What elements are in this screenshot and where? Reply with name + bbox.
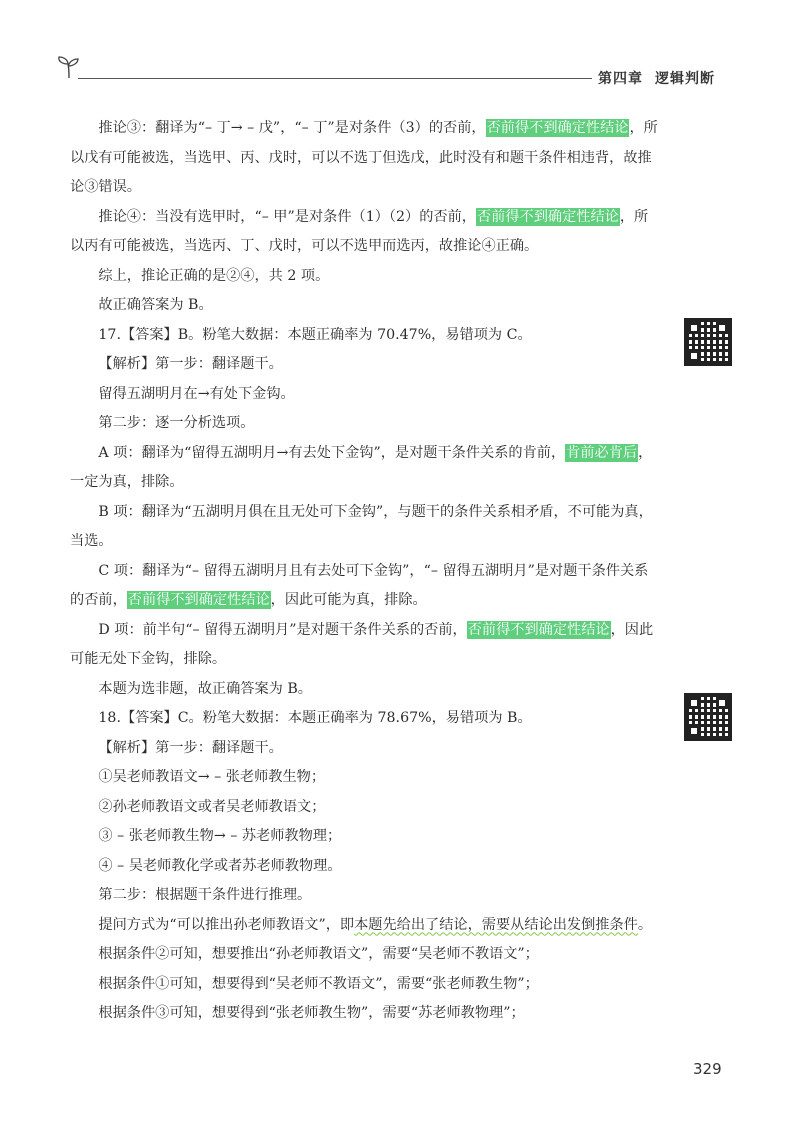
paragraph bbox=[70, 616, 660, 675]
paragraph bbox=[70, 380, 660, 410]
text-run: 第二步：逐一分析选项。 bbox=[98, 415, 255, 431]
paragraph bbox=[70, 911, 660, 941]
text-run: 根据条件①可知，想要得到“吴老师不教语文”，需要“张老师教生物”； bbox=[98, 975, 539, 992]
text-run: ，因此可能无处下金钩，排除。 bbox=[70, 621, 654, 667]
paragraph bbox=[70, 704, 660, 734]
text-run: 第二步：根据题干条件进行推理。 bbox=[98, 887, 312, 903]
sprout-icon bbox=[56, 54, 82, 80]
paragraph bbox=[70, 321, 660, 351]
text-run: 18.【答案】C。粉笔大数据：本题正确率为 78.67%，易错项为 B。 bbox=[98, 710, 532, 726]
highlighted-text: 否前得不到确定性结论 bbox=[467, 621, 610, 638]
text-run: A 项：翻译为“留得五湖明月→有去处下金钩”，是对题干条件关系的肯前， bbox=[98, 444, 566, 461]
text-run: B 项：翻译为“五湖明月俱在且无处可下金钩”，与题干的条件关系相矛盾，不可能为真，当选。 bbox=[70, 503, 653, 549]
text-run: 17.【答案】B。粉笔大数据：本题正确率为 70.47%，易错项为 C。 bbox=[98, 326, 532, 343]
text-run: 根据条件②可知，想要推出“孙老师教语文”，需要“吴老师不教语文”； bbox=[98, 946, 539, 962]
text-run: ，一定为真，排除。 bbox=[70, 444, 653, 490]
page-number: 329 bbox=[693, 1060, 722, 1078]
paragraph bbox=[70, 409, 660, 439]
paragraph bbox=[70, 350, 660, 380]
text-run: 根据条件③可知，想要得到“张老师教生物”，需要“苏老师教物理”； bbox=[98, 1005, 525, 1021]
underlined-text: 本题先给出了结论，需要从结论出发倒推条件 bbox=[354, 916, 638, 933]
paragraph bbox=[70, 852, 660, 882]
paragraph bbox=[70, 675, 660, 705]
paragraph bbox=[70, 999, 660, 1029]
text-run: ①吴老师教语文→ – 张老师教生物； bbox=[98, 769, 326, 785]
paragraph bbox=[70, 262, 660, 292]
text-run: ③ – 张老师教生物→ – 苏老师教物理； bbox=[98, 828, 342, 844]
text-run: 本题为选非题，故正确答案为 B。 bbox=[98, 680, 312, 697]
header-rule bbox=[78, 78, 592, 79]
text-run: 【解析】第一步：翻译题干。 bbox=[98, 739, 283, 756]
paragraph bbox=[70, 822, 660, 852]
paragraph bbox=[70, 114, 660, 203]
page-header bbox=[0, 0, 800, 100]
qr-code-icon[interactable] bbox=[684, 318, 732, 366]
highlighted-text: 否前得不到确定性结论 bbox=[127, 592, 270, 608]
text-run: C 项：翻译为“– 留得五湖明月且有去处可下金钩”，“– 留得五湖明月”是对题干条件关系的否前， bbox=[70, 562, 649, 608]
text-run: 故正确答案为 B。 bbox=[98, 297, 213, 313]
text-run: 提问方式为“可以推出孙老师教语文”，即 bbox=[98, 916, 355, 933]
paragraph bbox=[70, 881, 660, 911]
highlighted-text: 肯前必肯后 bbox=[566, 444, 638, 461]
text-run: 。 bbox=[637, 916, 653, 933]
paragraph bbox=[70, 439, 660, 498]
highlighted-text: 否前得不到确定性结论 bbox=[476, 208, 619, 225]
paragraph bbox=[70, 970, 660, 1000]
paragraph bbox=[70, 734, 660, 764]
text-run: 综上，推论正确的是②④，共 2 项。 bbox=[98, 267, 330, 284]
text-run: ，因此可能为真，排除。 bbox=[270, 592, 427, 608]
paragraph bbox=[70, 557, 660, 616]
text-run: ④ – 吴老师教化学或者苏老师教物理。 bbox=[98, 857, 342, 874]
page-body bbox=[70, 114, 660, 1029]
paragraph bbox=[70, 203, 660, 262]
paragraph bbox=[70, 763, 660, 793]
paragraph bbox=[70, 498, 660, 557]
text-run: 留得五湖明月在→有处下金钩。 bbox=[98, 385, 295, 402]
chapter-heading bbox=[598, 68, 715, 88]
highlighted-text: 否前得不到确定性结论 bbox=[486, 120, 629, 136]
text-run: D 项：前半句“– 留得五湖明月”是对题干条件关系的否前， bbox=[98, 621, 467, 638]
chapter-number: 第四章 bbox=[598, 71, 643, 87]
text-run: 推论④：当没有选甲时，“– 甲”是对条件（1）（2）的否前， bbox=[98, 208, 476, 225]
text-run: ②孙老师教语文或者吴老师教语文； bbox=[98, 798, 326, 815]
text-run: ，所以戊有可能被选，当选甲、丙、戊时，可以不选丁但选戊，此时没有和题干条件相违背，故推论③错误。 bbox=[70, 120, 658, 195]
paragraph bbox=[70, 940, 660, 970]
text-run: ，所以丙有可能被选，当选丙、丁、戊时，可以不选甲而选丙，故推论④正确。 bbox=[70, 208, 649, 254]
chapter-title: 逻辑判断 bbox=[655, 71, 715, 87]
text-run: 推论③：翻译为“– 丁→ – 戊”，“– 丁”是对条件（3）的否前， bbox=[98, 120, 486, 136]
paragraph bbox=[70, 793, 660, 823]
text-run: 【解析】第一步：翻译题干。 bbox=[98, 356, 283, 372]
paragraph bbox=[70, 291, 660, 321]
qr-code-icon[interactable] bbox=[684, 693, 732, 741]
